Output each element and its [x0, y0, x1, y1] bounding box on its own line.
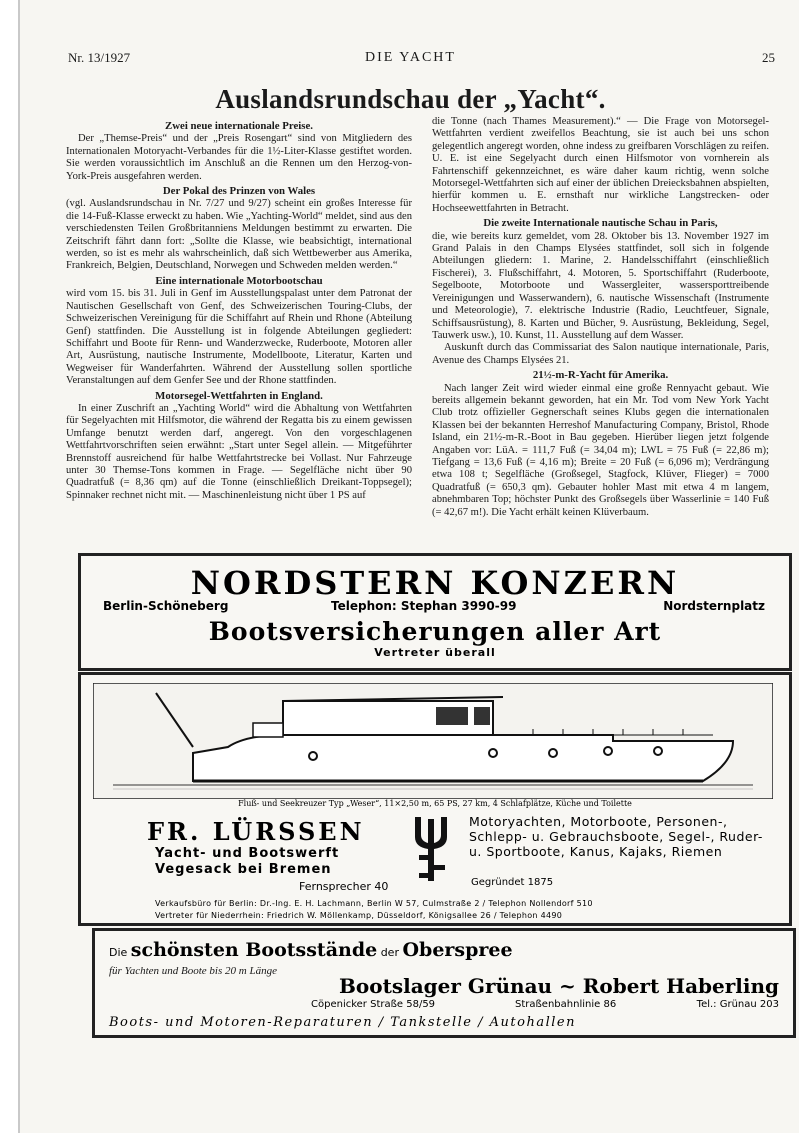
ad-company-name: NORDSTERN KONZERN	[190, 564, 680, 602]
ad-phone: Fernsprecher 40	[299, 880, 389, 893]
section-heading: Zwei neue internationale Preise.	[165, 120, 313, 132]
ad-tram: Straßenbahnlinie 86	[515, 999, 617, 1010]
ad-headline-of: der	[380, 946, 399, 959]
ad-city: Vegesack bei Bremen	[155, 862, 332, 877]
ad-phone: Telephon: Stephan 3990-99	[331, 599, 517, 613]
paragraph: Auskunft durch das Commissariat des Salon nautique internationale, Paris, Avenue des Champs Elysées 21.	[432, 342, 769, 366]
ad-city: Berlin-Schöneberg	[103, 599, 229, 613]
section-heading: 21½-m-R-Yacht für Amerika.	[532, 369, 669, 382]
right-column	[432, 116, 769, 519]
issue-number: Nr. 13/1927	[68, 50, 131, 65]
ad-rhine-representative: Vertreter für Niederrhein: Friedrich W. Möllenkamp, Düsseldorf, Königsallee 26 / Telephon 4490	[155, 911, 563, 920]
ad-services: Boots- und Motoren-Reparaturen / Tankstelle / Autohallen	[109, 1015, 576, 1030]
left-column	[66, 118, 412, 502]
ad-headline	[109, 939, 513, 961]
ad-tagline: Bootsversicherungen aller Art	[208, 617, 662, 646]
magazine-page	[18, 0, 799, 1133]
boat-caption: Fluß- und Seekreuzer Typ „Weser“, 11×2,50 m, 65 PS, 27 km, 4 Schlafplätze, Küche und Toilette	[238, 799, 632, 808]
page-number: 25	[762, 50, 775, 65]
paragraph: die Tonne (nach Thames Measurement).“ — Die Frage von Motorsegel-Wettfahrten verdient zweifellos Beachtung, sie ist auch bei uns schon gelegentlich angeregt worden, ohne indess zu greifbaren Vorschlägen zu reifen. U. E. ist eine Segelyacht durch einen Hilfsmotor von vornherein als Fahrtenschiff gekennzeichnet, es wäre daher kaum richtig, wenn solche Motorsegel-Wettfahrten sich auf einer der üblichen Dreiecksbahnen abspielten, hierfür kommen u. E. ernsthaft nur wirkliche Langstrecken- oder Hochseewettfahrten in Betracht.	[432, 116, 769, 214]
ad-address: Nordsternplatz	[663, 599, 765, 613]
section-heading: Die zweite Internationale nautische Schau in Paris,	[483, 217, 718, 230]
ad-company-name: FR. LÜRSSEN	[147, 817, 365, 846]
section-heading: Eine internationale Motorbootschau	[155, 274, 323, 287]
section-heading: Motorsegel-Wettfahrten in England.	[155, 389, 323, 402]
ad-subline: für Yachten und Boote bis 20 m Länge	[109, 965, 277, 977]
magazine-name: DIE YACHT	[365, 50, 456, 65]
luerssen-advertisement	[78, 672, 792, 926]
section-heading: Der Pokal des Prinzen von Wales	[162, 185, 316, 198]
ad-headline-die: Die	[109, 946, 128, 959]
paragraph: Nach langer Zeit wird wieder einmal eine große Rennyacht gebaut. Wie bereits allgemein bekannt geworden, hat ein Mr. Tod vom New York Yacht Club trotz offizieller Gegnerschaft seines Klubs gegen die internationalen Klassen bei der bekannten Herreshof Manufacturing Company, Bristol, Rhode Island, ein 21½-m-R.-Boot in Bau gegeben. Hierüber liegen jetzt folgende Angaben vor: LüA. = 111,7 Fuß (= 34,04 m); LWL = 75 Fuß (= 22,86 m); Tiefgang = 13,6 Fuß (= 4,16 m); Breite = 20 Fuß (= 6,096 m); Verdrängung etwa 108 t; Segelfläche (Großsegel, Stagfock, Klüver, Flieger) = 7000 Quadratfuß (= 650,3 qm). Gebauter hohler Mast mit etwa 4 m langem, abnehmbaren Top; höchster Punkt des Großsegels über Wasserlinie = 140 Fuß (= 42,67 m!). Die Yacht erhält keinen Klüverbaum.	[432, 382, 769, 518]
ad-company-name: Bootslager Grünau ~ Robert Haberling	[339, 974, 779, 998]
ad-founded: Gegründet 1875	[471, 877, 554, 888]
nordstern-advertisement	[78, 553, 792, 671]
ad-representatives: Vertreter überall	[374, 646, 496, 659]
paragraph: (vgl. Auslandsrundschau in Nr. 7/27 und 9/27) scheint ein großes Interesse für die 14-Fuß-Klasse erweckt zu haben. Wie „Yachting-World“ meldet, sind aus den verschiedensten Teilen Großbritanniens Meldungen bestimmt zu erwarten. Die Zeitschrift fährt dann fort: „Sollte die Klasse, wie beabsichtigt, international werden, so ist es mehr als wahrscheinlich, daß sich Wettbewerber aus Amerika, Frankreich, Belgien, Deutschland, Norwegen und Schweden melden werden.“	[66, 198, 412, 272]
paragraph: In einer Zuschrift an „Yachting World“ wird die Abhaltung von Wettfahrten für Segelyachten mit Hilfsmotor, die während der Regatta bis zu einem gewissen Umfange benutzt werden darf, angeregt. Von den vorgeschlagenen Wettfahrtvorschriften seien erwähnt: „Start unter Segel allein. — Mitgeführter Brennstoff ausreichend für halbe Wettfahrtstrecke bei Vollast. Nur Fahrzeuge unter 30 Themse-Tons kommen in Frage. — Segelfläche nicht über 90 Quadratfuß (= 8,36 qm) auf die Tonne (einschließlich Dreikant-Toppsegel); Spinnaker rechnet nicht mit. — Maschinenleistung nicht über 1 PS auf	[66, 402, 412, 501]
paragraph: die, wie bereits kurz gemeldet, vom 28. Oktober bis 13. November 1927 im Grand Palais in den Champs Elysées stattfindet, soll sich in folgende Abteilungen gliedern: 1. Marine, 2. Handelsschiffahrt (einschließlich Fischerei), 3. Flußschiffahrt, 4. Motoren, 5. Sportschiffahrt (Ruderboote, Segelboote, Motorboote und Wassergleiter, wassersporttreibende Vereinigungen und Wasserwandern), 6. nautische Wissenschaft (Instrumente und Meteorologie), 7. elektrische Industrie (Radio, Leuchtfeuer, Signale, Schiffsausrüstung), 8. Karten und Bücher, 9. Ausrüstung, Bekleidung, Segel, Tauwerk usw.), 10. Kunst, 11. Ausstellung auf dem Wasser.	[432, 230, 769, 341]
haberling-advertisement	[92, 928, 796, 1038]
trident-logo-icon	[409, 813, 453, 883]
ad-business: Yacht- und Bootswerft	[155, 846, 340, 861]
ad-products: Motoryachten, Motorboote, Personen-, Schlepp- u. Gebrauchsboote, Segel-, Ruder- u. Sportboote, Kanus, Kajaks, Riemen	[469, 814, 763, 859]
motor-yacht-illustration	[93, 683, 773, 799]
article-title: Auslandsrundschau der „Yacht“.	[215, 84, 606, 114]
ad-headline-river: Oberspree	[402, 939, 513, 961]
paragraph: wird vom 15. bis 31. Juli in Genf im Ausstellungspalast unter dem Patronat der Nautischen Gesellschaft von Genf, des Schweizerischen Touring-Clubs, der Schweizerischen Vereinigung für die Schiffahrt auf Rhein und Rhone (Abteilung Genf) stattfinden. Die Ausstellung ist in folgende Abteilungen gegliedert: Schiffahrt und Boote für Renn- und Wanderzwecke, Ruderboote, Motoren aller Art, Ausrüstung, nautische Instrumente, Modellboote, Literatur, Karten und Wegweiser für Wanderfahrten. Während der Ausstellung sollen sportliche Veranstaltungen auf dem Genfer See und der Rhone stattfinden.	[66, 288, 412, 387]
ad-headline-best: schönsten Bootsstände	[130, 939, 378, 961]
paragraph: Der „Themse-Preis“ und der „Preis Rosengart“ sind von Mitgliedern des Internationalen Motoryacht-Verbandes für die 1½-Liter-Klasse gestiftet worden. Sie werden voraussichtlich im Anschluß an die Rennen um den Herzog-von-York-Preis ausgefahren werden.	[66, 133, 412, 182]
ad-phone: Tel.: Grünau 203	[696, 999, 779, 1010]
ad-street: Cöpenicker Straße 58/59	[311, 999, 436, 1010]
ad-berlin-office: Verkaufsbüro für Berlin: Dr.-Ing. E. H. Lachmann, Berlin W 57, Culmstraße 2 / Telephon Nollendorf 510	[155, 899, 593, 908]
